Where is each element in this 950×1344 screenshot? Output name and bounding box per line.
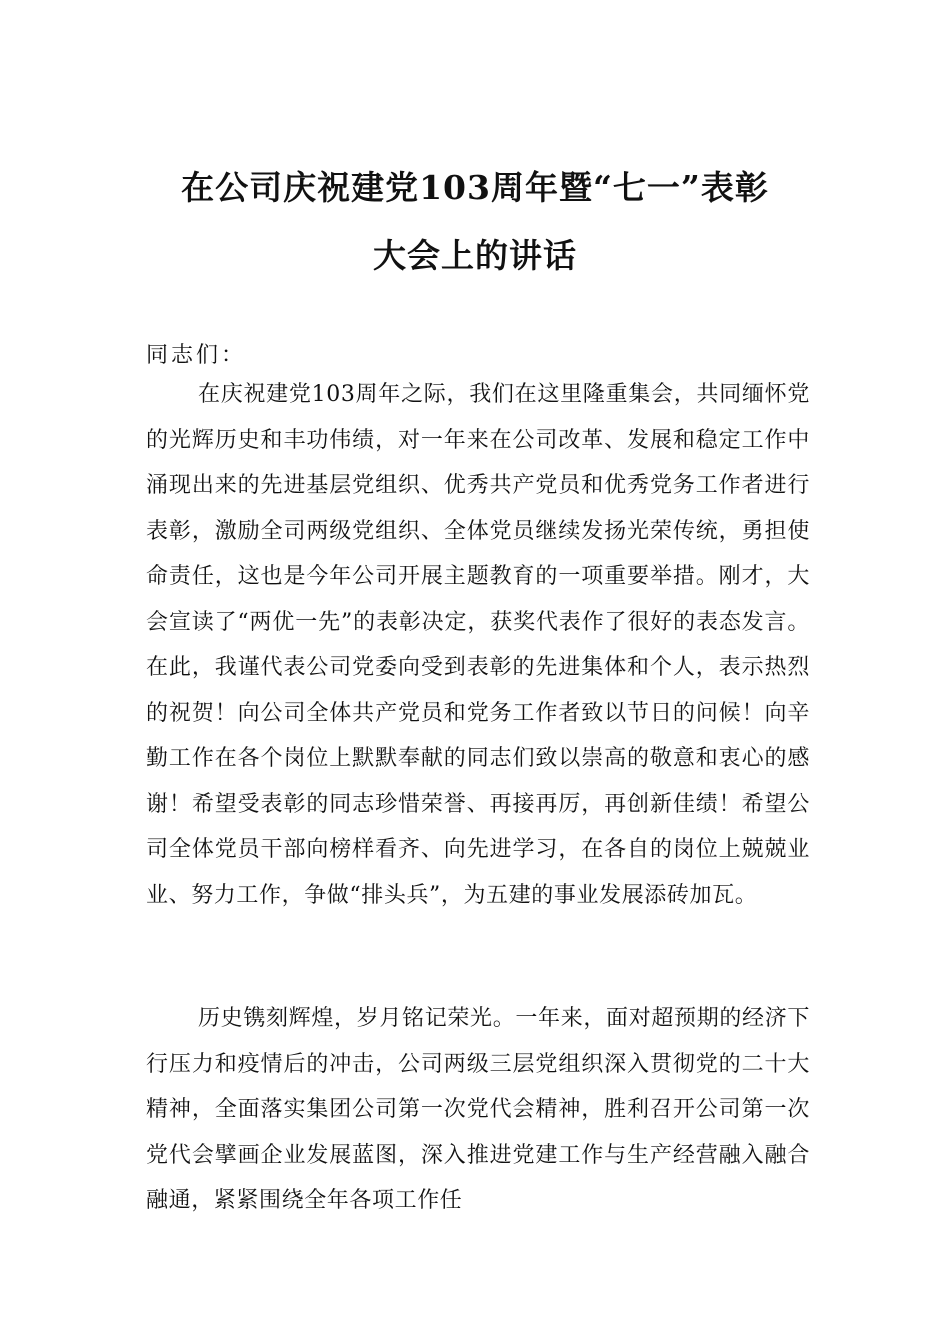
document-title-line-1: 在公司庆祝建党103周年暨“七一”表彰 (181, 168, 769, 207)
paragraph-2: 历史镌刻辉煌，岁月铭记荣光。一年来，面对超预期的经济下行压力和疫情后的冲击，公司两级三层党组织深入贯彻党的二十大精神，全面落实集团公司第一次党代会精神，胜利召开公司第一次党代会擘画企业发展蓝图，深入推进党建工作与生产经营融入融合融通，紧紧围绕全年各项工作任 (146, 1006, 810, 1213)
document-title-line-2: 大会上的讲话 (373, 236, 577, 275)
paragraph-1: 在庆祝建党103周年之际，我们在这里隆重集会，共同缅怀党的光辉历史和丰功伟绩，对一年来在公司改革、发展和稳定工作中涌现出来的先进基层党组织、优秀共产党员和优秀党务工作者进行表彰，激励全司两级党组织、全体党员继续发扬光荣传统，勇担使命责任，这也是今年公司开展主题教育的一项重要举措。刚才，大会宣读了“两优一先”的表彰决定，获奖代表作了很好的表态发言。在此，我谨代表公司党委向受到表彰的先进集体和个人，表示热烈的祝贺！向公司全体共产党员和党务工作者致以节日的问候！向辛勤工作在各个岗位上默默奉献的同志们致以崇高的敬意和衷心的感谢！希望受表彰的同志珍惜荣誉、再接再厉，再创新佳绩！希望公司全体党员干部向榜样看齐、向先进学习，在各自的岗位上兢兢业业、努力工作，争做“排头兵”，为五建的事业发展添砖加瓦。 (146, 382, 810, 908)
salutation: 同志们： (146, 343, 247, 368)
